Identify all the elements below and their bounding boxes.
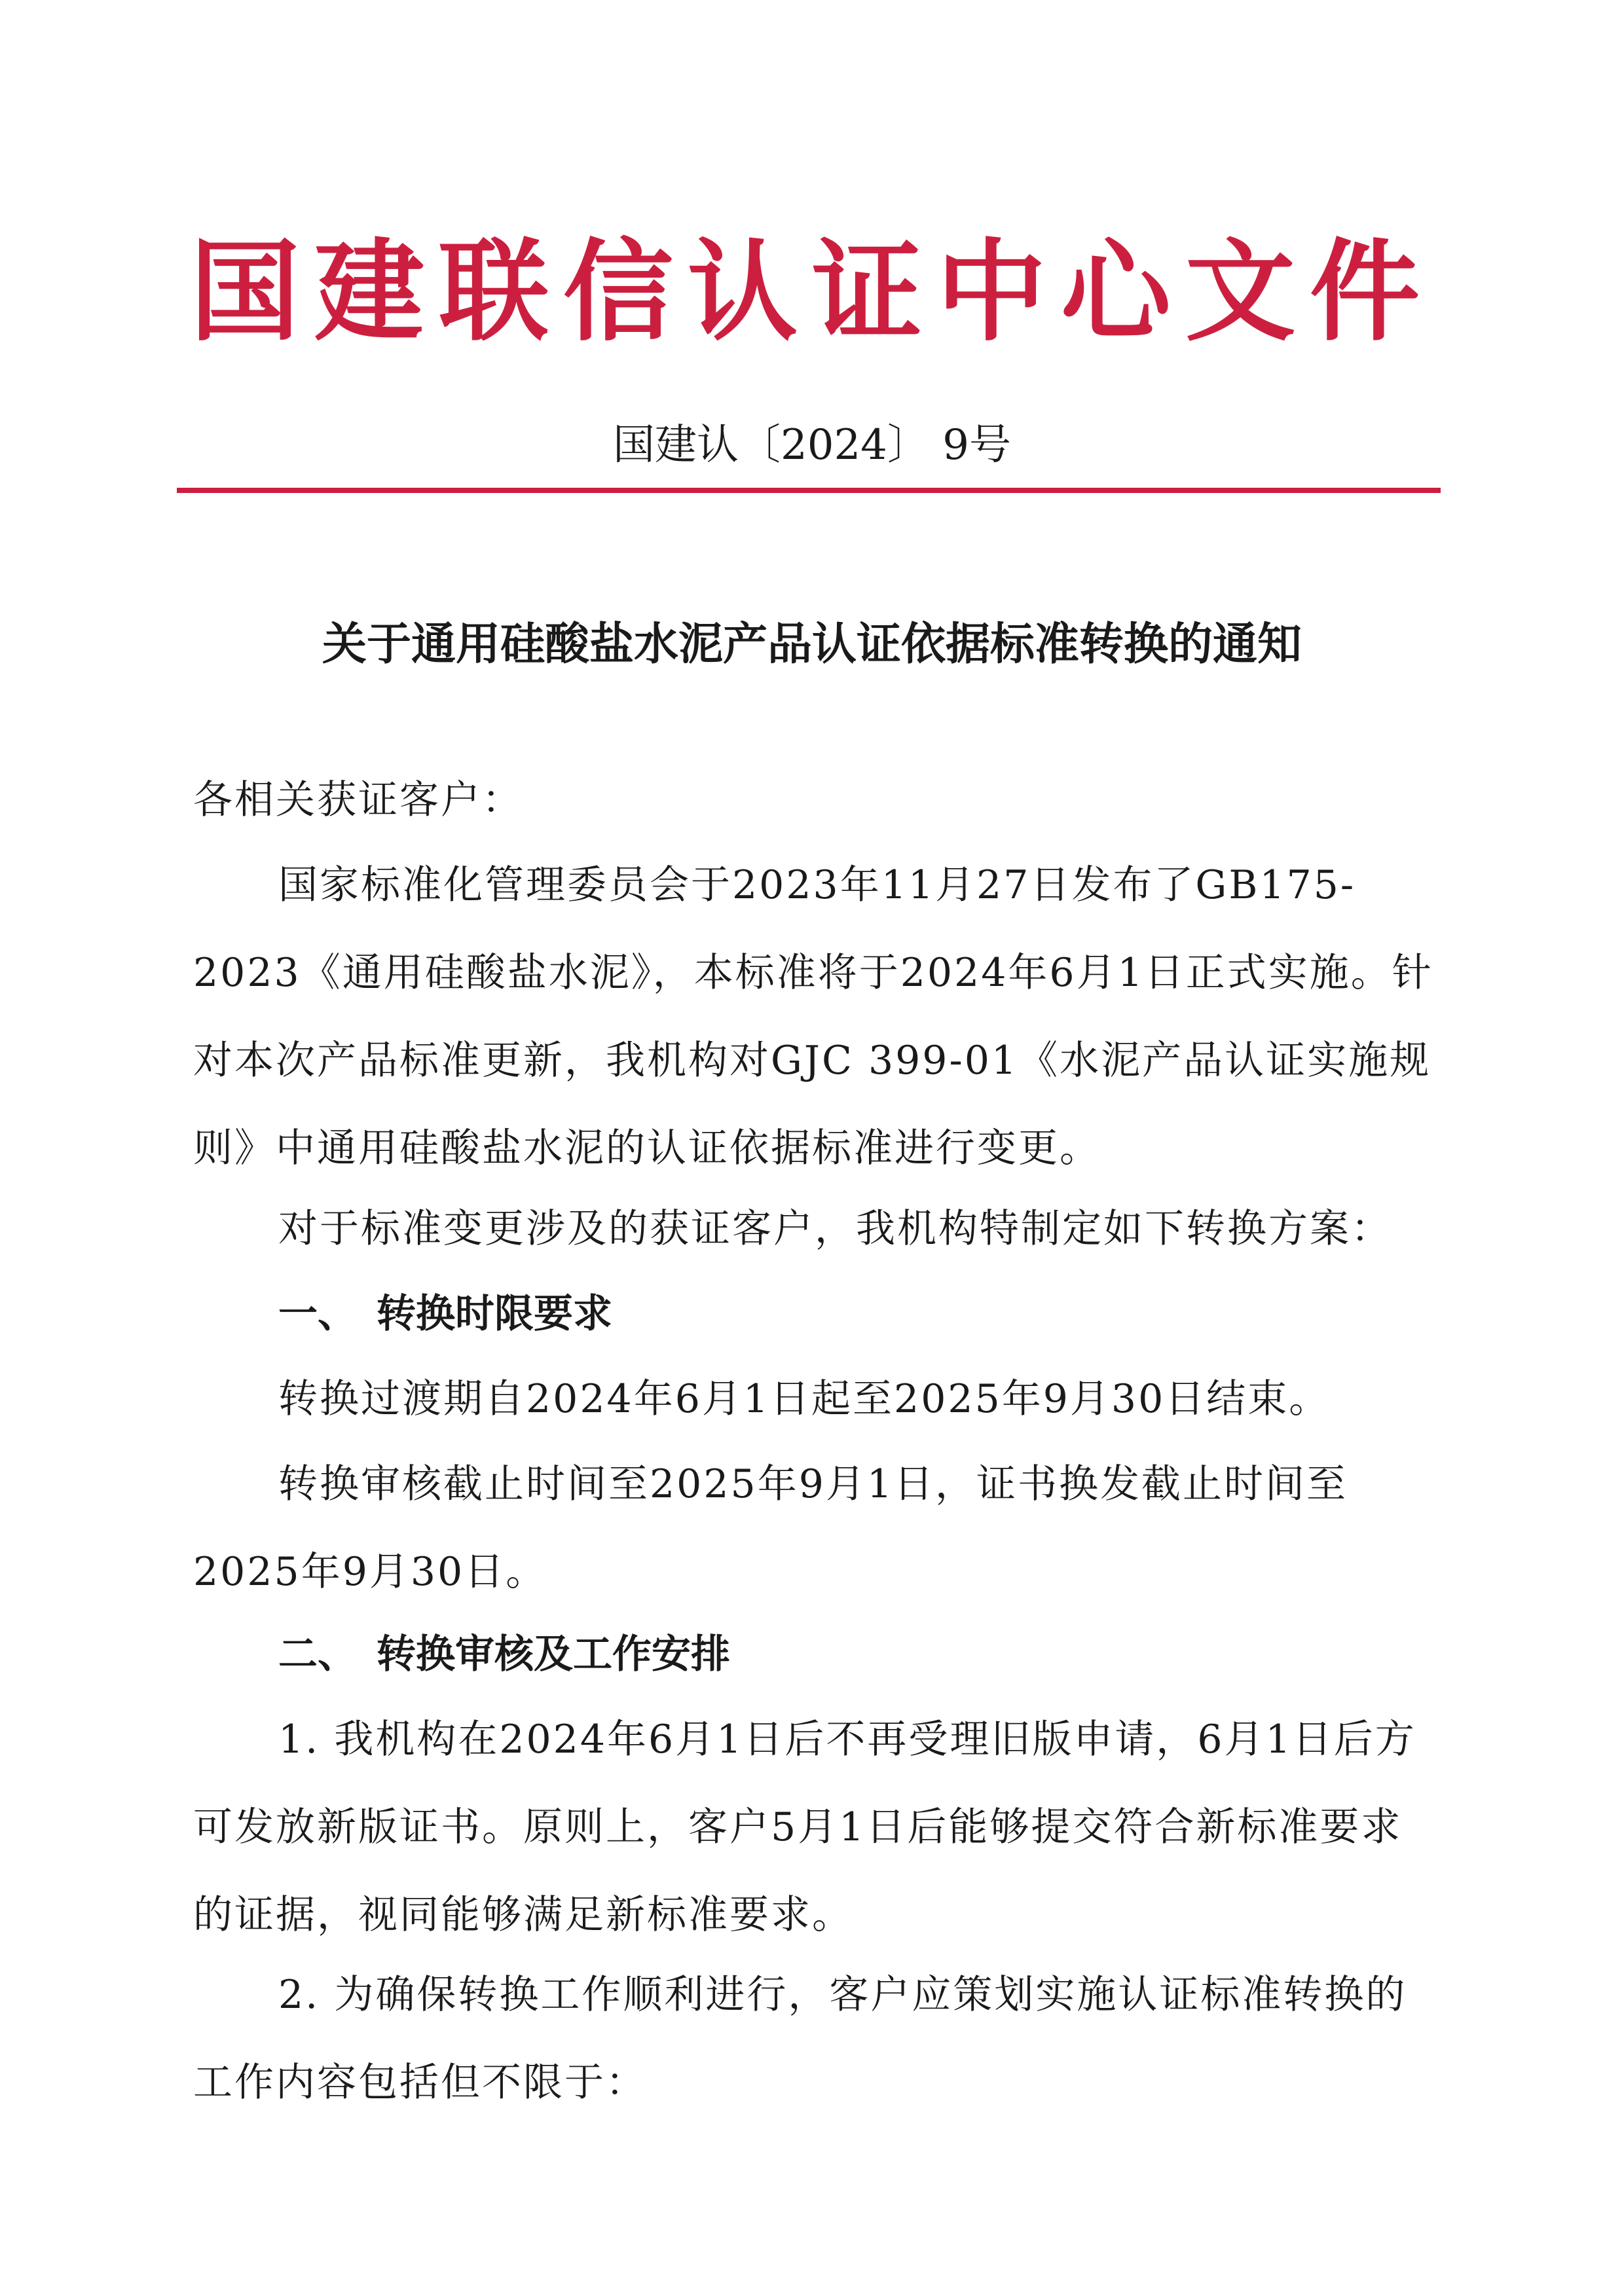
- list-item-2: 2. 为确保转换工作顺利进行，客户应策划实施认证标准转换的工作内容包括但不限于：: [193, 1972, 1407, 2105]
- salutation: 各相关获证客户：: [193, 777, 523, 823]
- scheme-paragraph: 对于标准变更涉及的获证客户，我机构特制定如下转换方案：: [278, 1206, 1392, 1252]
- section-heading-2: [278, 1611, 730, 1698]
- list-item-1: 1. 我机构在2024年6月1日后不再受理旧版申请，6月1日后方可发放新版证书。原则上，客户5月1日后能够提交符合新标准要求的证据，视同能够满足新标准要求。: [193, 1717, 1416, 1938]
- deadlines-paragraph: 转换审核截止时间至2025年9月1日，证书换发截止时间至2025年9月30日。: [193, 1461, 1348, 1595]
- section-number: 二、: [278, 1631, 357, 1677]
- intro-paragraph: 国家标准化管理委员会于2023年11月27日发布了GB175-2023《通用硅酸盐水泥》，本标准将于2024年6月1日正式实施。针对本次产品标准更新，我机构对GJC 399-01《水泥产品认证实施规则》中通用硅酸盐水泥的认证依据标准进行变更。: [193, 862, 1433, 1171]
- section-label: 转换审核及工作安排: [377, 1631, 730, 1677]
- section-heading-1: [278, 1270, 612, 1358]
- masthead-title: 国建联信认证中心文件: [190, 227, 1434, 356]
- section-label: 转换时限要求: [377, 1291, 612, 1337]
- section-number: 一、: [278, 1291, 357, 1337]
- red-divider-rule: [177, 488, 1441, 493]
- document-number: 国建认〔2024〕 9号: [613, 421, 1011, 469]
- notice-title: 关于通用硅酸盐水泥产品认证依据标准转换的通知: [322, 619, 1302, 670]
- transition-period-paragraph: 转换过渡期自2024年6月1日起至2025年9月30日结束。: [278, 1376, 1331, 1422]
